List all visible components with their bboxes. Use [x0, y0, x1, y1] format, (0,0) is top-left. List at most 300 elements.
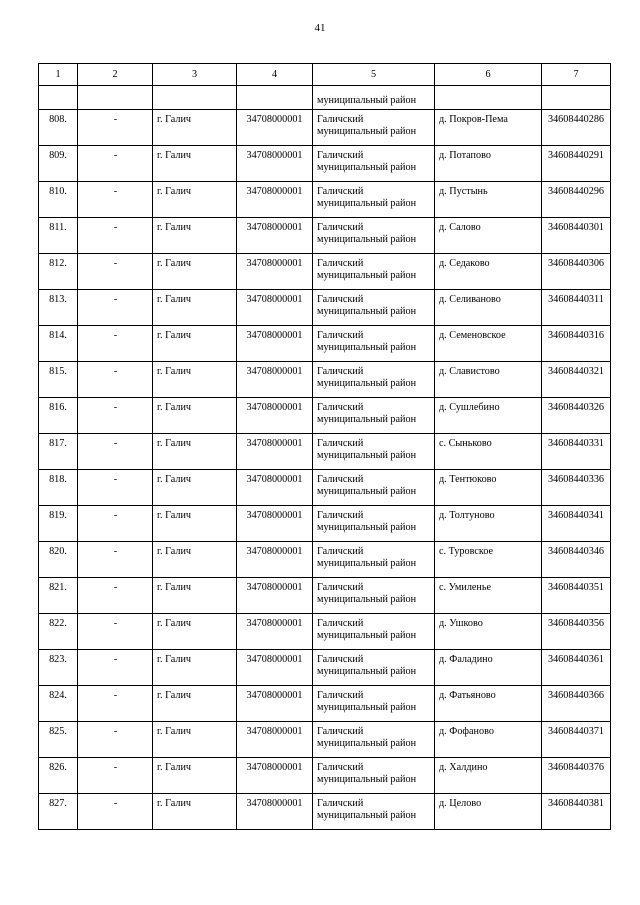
district-name-line1: Галичский — [317, 222, 364, 233]
row-number: 823. — [49, 654, 67, 665]
city-name: г. Галич — [157, 726, 192, 737]
row-number-cell — [39, 110, 78, 146]
code-cell — [237, 434, 313, 470]
district-cell — [313, 578, 435, 614]
oktmo-code: 34608440351 — [547, 582, 605, 593]
col2-cell — [78, 110, 153, 146]
oktmo-code: 34608440326 — [547, 402, 605, 413]
col2-cell — [78, 146, 153, 182]
place-cell — [435, 290, 542, 326]
city-code: 34708000001 — [246, 186, 303, 197]
oktmo-cell — [542, 434, 611, 470]
district-name-line1: Галичский — [317, 366, 364, 377]
district-name-line2: муниципальный район — [317, 126, 417, 137]
table-row — [39, 146, 611, 182]
col2-value: - — [113, 582, 118, 593]
place-name: д. Халдино — [439, 762, 488, 773]
table-cell — [153, 86, 237, 110]
oktmo-code: 34608440321 — [547, 366, 605, 377]
row-number: 812. — [49, 258, 67, 269]
column-header: 3 — [153, 64, 237, 86]
district-name-line1: Галичский — [317, 582, 364, 593]
col2-cell — [78, 218, 153, 254]
table-header — [39, 64, 611, 86]
district-cell — [313, 110, 435, 146]
code-cell — [237, 470, 313, 506]
row-number: 820. — [49, 546, 67, 557]
city-name: г. Галич — [157, 438, 192, 449]
continuation-row — [39, 86, 611, 110]
oktmo-cell — [542, 470, 611, 506]
district-cell — [313, 434, 435, 470]
city-code: 34708000001 — [246, 582, 303, 593]
col2-value: - — [113, 510, 118, 521]
city-code: 34708000001 — [246, 726, 303, 737]
city-code: 34708000001 — [246, 402, 303, 413]
row-number: 814. — [49, 330, 67, 341]
row-number-cell — [39, 218, 78, 254]
district-name-line1: Галичский — [317, 150, 364, 161]
table-row — [39, 506, 611, 542]
row-number-cell — [39, 290, 78, 326]
oktmo-cell — [542, 650, 611, 686]
code-cell — [237, 758, 313, 794]
district-name-line2: муниципальный район — [317, 198, 417, 209]
city-name: г. Галич — [157, 402, 192, 413]
city-code: 34708000001 — [246, 618, 303, 629]
oktmo-code: 34608440316 — [547, 330, 605, 341]
col2-value: - — [113, 330, 118, 341]
district-name-line2: муниципальный район — [317, 522, 417, 533]
row-number-cell — [39, 542, 78, 578]
table-row — [39, 650, 611, 686]
district-name-line2: муниципальный район — [317, 738, 417, 749]
col2-value: - — [113, 150, 118, 161]
row-number: 815. — [49, 366, 67, 377]
oktmo-code: 34608440296 — [547, 186, 605, 197]
row-number-cell — [39, 362, 78, 398]
oktmo-code: 34608440336 — [547, 474, 605, 485]
place-cell — [435, 686, 542, 722]
district-name-line1: Галичский — [317, 258, 364, 269]
col2-value: - — [113, 366, 118, 377]
district-name-line2: муниципальный район — [317, 666, 417, 677]
row-number-cell — [39, 506, 78, 542]
table-row — [39, 686, 611, 722]
city-cell — [153, 146, 237, 182]
table-row — [39, 290, 611, 326]
row-number: 819. — [49, 510, 67, 521]
table-row — [39, 434, 611, 470]
page-number: 41 — [314, 22, 326, 34]
oktmo-cell — [542, 254, 611, 290]
place-cell — [435, 326, 542, 362]
city-name: г. Галич — [157, 618, 192, 629]
col2-cell — [78, 182, 153, 218]
code-cell — [237, 794, 313, 830]
city-name: г. Галич — [157, 510, 192, 521]
city-cell — [153, 722, 237, 758]
city-name: г. Галич — [157, 798, 192, 809]
header-row — [39, 64, 611, 86]
district-name-line1: Галичский — [317, 114, 364, 125]
place-name: д. Толтуново — [439, 510, 495, 521]
district-cell — [313, 290, 435, 326]
code-cell — [237, 506, 313, 542]
district-name-line1: Галичский — [317, 654, 364, 665]
continuation-district: муниципальный район — [313, 86, 435, 110]
col2-value: - — [113, 546, 118, 557]
district-cell — [313, 614, 435, 650]
col2-value: - — [113, 402, 118, 413]
row-number: 816. — [49, 402, 67, 413]
row-number-cell — [39, 398, 78, 434]
col2-cell — [78, 614, 153, 650]
place-name: д. Славистово — [439, 366, 500, 377]
place-name: с. Умиленье — [439, 582, 492, 593]
row-number: 822. — [49, 618, 67, 629]
city-cell — [153, 758, 237, 794]
col2-cell — [78, 650, 153, 686]
district-name-line2: муниципальный район — [317, 774, 417, 785]
district-cell — [313, 470, 435, 506]
row-number: 809. — [49, 150, 67, 161]
col2-cell — [78, 470, 153, 506]
table-row — [39, 182, 611, 218]
place-cell — [435, 722, 542, 758]
oktmo-code: 34608440361 — [547, 654, 605, 665]
table-row — [39, 254, 611, 290]
city-name: г. Галич — [157, 222, 192, 233]
city-code: 34708000001 — [246, 654, 303, 665]
district-name-line1: Галичский — [317, 330, 364, 341]
row-number-cell — [39, 434, 78, 470]
row-number-cell — [39, 722, 78, 758]
place-name: д. Сушлебино — [439, 402, 500, 413]
column-header: 5 — [313, 64, 435, 86]
table-row — [39, 362, 611, 398]
place-name: с. Туровское — [439, 546, 494, 557]
table-row — [39, 758, 611, 794]
place-name: д. Потапово — [439, 150, 491, 161]
place-name: д. Тентюково — [439, 474, 497, 485]
col2-value: - — [113, 294, 118, 305]
code-cell — [237, 182, 313, 218]
row-number: 811. — [49, 222, 67, 233]
place-name: д. Покров-Пема — [439, 114, 508, 125]
code-cell — [237, 290, 313, 326]
city-name: г. Галич — [157, 330, 192, 341]
place-cell — [435, 758, 542, 794]
place-cell — [435, 794, 542, 830]
place-cell — [435, 578, 542, 614]
district-name-line2: муниципальный район — [317, 702, 417, 713]
table-row — [39, 218, 611, 254]
column-header: 6 — [435, 64, 542, 86]
oktmo-code: 34608440366 — [547, 690, 605, 701]
place-cell — [435, 218, 542, 254]
table-row — [39, 542, 611, 578]
city-name: г. Галич — [157, 186, 192, 197]
place-cell — [435, 614, 542, 650]
city-code: 34708000001 — [246, 330, 303, 341]
table-row — [39, 794, 611, 830]
oktmo-code: 34608440371 — [547, 726, 605, 737]
row-number: 817. — [49, 438, 67, 449]
col2-cell — [78, 686, 153, 722]
oktmo-cell — [542, 542, 611, 578]
district-name-line2: муниципальный район — [317, 414, 417, 425]
oktmo-cell — [542, 506, 611, 542]
col2-value: - — [113, 690, 118, 701]
district-name-line1: Галичский — [317, 186, 364, 197]
oktmo-cell — [542, 146, 611, 182]
oktmo-code: 34608440331 — [547, 438, 605, 449]
place-name: д. Седаково — [439, 258, 490, 269]
city-cell — [153, 614, 237, 650]
city-code: 34708000001 — [246, 690, 303, 701]
col2-cell — [78, 398, 153, 434]
district-cell — [313, 686, 435, 722]
district-name-line1: Галичский — [317, 726, 364, 737]
oktmo-code: 34608440291 — [547, 150, 605, 161]
oktmo-cell — [542, 578, 611, 614]
district-name-line2: муниципальный район — [317, 378, 417, 389]
place-name: д. Фатьяново — [439, 690, 496, 701]
district-name-line1: Галичский — [317, 546, 364, 557]
table-cell — [39, 86, 78, 110]
row-number-cell — [39, 254, 78, 290]
code-cell — [237, 110, 313, 146]
district-name-line2: муниципальный район — [317, 342, 417, 353]
oktmo-cell — [542, 614, 611, 650]
col2-value: - — [113, 654, 118, 665]
place-name: д. Пустынь — [439, 186, 488, 197]
col2-cell — [78, 578, 153, 614]
col2-value: - — [113, 618, 118, 629]
city-code: 34708000001 — [246, 294, 303, 305]
oktmo-cell — [542, 182, 611, 218]
city-cell — [153, 434, 237, 470]
district-cell — [313, 218, 435, 254]
district-cell — [313, 722, 435, 758]
row-number-cell — [39, 758, 78, 794]
col2-value: - — [113, 474, 118, 485]
place-name: д. Целово — [439, 798, 482, 809]
code-cell — [237, 398, 313, 434]
oktmo-code: 34608440286 — [547, 114, 605, 125]
col2-cell — [78, 722, 153, 758]
row-number-cell — [39, 182, 78, 218]
district-cell — [313, 506, 435, 542]
city-name: г. Галич — [157, 150, 192, 161]
city-name: г. Галич — [157, 654, 192, 665]
row-number: 810. — [49, 186, 67, 197]
table-row — [39, 398, 611, 434]
oktmo-code: 34608440356 — [547, 618, 605, 629]
row-number: 818. — [49, 474, 67, 485]
col2-value: - — [113, 762, 118, 773]
col2-value: - — [113, 114, 118, 125]
code-cell — [237, 146, 313, 182]
row-number: 827. — [49, 798, 67, 809]
city-name: г. Галич — [157, 258, 192, 269]
oktmo-code: 34608440301 — [547, 222, 605, 233]
col2-cell — [78, 362, 153, 398]
district-name-line2: муниципальный район — [317, 558, 417, 569]
city-cell — [153, 254, 237, 290]
col2-value: - — [113, 186, 118, 197]
table-cell — [542, 86, 611, 110]
place-cell — [435, 110, 542, 146]
column-header: 1 — [39, 64, 78, 86]
column-header: 4 — [237, 64, 313, 86]
col2-cell — [78, 254, 153, 290]
city-cell — [153, 506, 237, 542]
oktmo-cell — [542, 110, 611, 146]
city-cell — [153, 686, 237, 722]
code-cell — [237, 218, 313, 254]
city-cell — [153, 218, 237, 254]
district-name-line1: Галичский — [317, 474, 364, 485]
code-cell — [237, 722, 313, 758]
place-cell — [435, 362, 542, 398]
district-name-line1: Галичский — [317, 510, 364, 521]
row-number-cell — [39, 326, 78, 362]
place-cell — [435, 182, 542, 218]
code-cell — [237, 254, 313, 290]
table-cell — [435, 86, 542, 110]
city-cell — [153, 182, 237, 218]
place-cell — [435, 254, 542, 290]
city-cell — [153, 110, 237, 146]
place-name: д. Салово — [439, 222, 481, 233]
col2-value: - — [113, 222, 118, 233]
row-number: 825. — [49, 726, 67, 737]
place-name: д. Ушково — [439, 618, 483, 629]
oktmo-cell — [542, 218, 611, 254]
oktmo-cell — [542, 794, 611, 830]
col2-value: - — [113, 726, 118, 737]
row-number-cell — [39, 578, 78, 614]
table-row — [39, 110, 611, 146]
district-name-line2: муниципальный район — [317, 450, 417, 461]
city-cell — [153, 578, 237, 614]
table-row — [39, 470, 611, 506]
code-cell — [237, 362, 313, 398]
district-name-line2: муниципальный район — [317, 486, 417, 497]
table-cell — [237, 86, 313, 110]
table-row — [39, 614, 611, 650]
city-cell — [153, 542, 237, 578]
row-number: 826. — [49, 762, 67, 773]
oktmo-code: 34608440346 — [547, 546, 605, 557]
row-number-cell — [39, 470, 78, 506]
district-name-line1: Галичский — [317, 762, 364, 773]
district-cell — [313, 542, 435, 578]
row-number: 813. — [49, 294, 67, 305]
city-name: г. Галич — [157, 582, 192, 593]
district-cell — [313, 146, 435, 182]
place-name: д. Селиваново — [439, 294, 501, 305]
city-name: г. Галич — [157, 366, 192, 377]
district-name-line2: муниципальный район — [317, 234, 417, 245]
code-cell — [237, 542, 313, 578]
district-cell — [313, 794, 435, 830]
city-code: 34708000001 — [246, 150, 303, 161]
col2-cell — [78, 542, 153, 578]
district-cell — [313, 758, 435, 794]
district-name-line1: Галичский — [317, 798, 364, 809]
district-cell — [313, 398, 435, 434]
col2-cell — [78, 326, 153, 362]
code-cell — [237, 686, 313, 722]
district-cell — [313, 182, 435, 218]
city-code: 34708000001 — [246, 258, 303, 269]
city-name: г. Галич — [157, 114, 192, 125]
col2-cell — [78, 758, 153, 794]
code-cell — [237, 614, 313, 650]
district-name-line2: муниципальный район — [317, 630, 417, 641]
district-name-line1: Галичский — [317, 294, 364, 305]
place-cell — [435, 398, 542, 434]
place-cell — [435, 470, 542, 506]
place-name: с. Сыньково — [439, 438, 492, 449]
table-body — [39, 86, 611, 830]
district-cell — [313, 650, 435, 686]
district-name-line2: муниципальный район — [317, 810, 417, 821]
district-cell — [313, 362, 435, 398]
code-cell — [237, 578, 313, 614]
city-code: 34708000001 — [246, 546, 303, 557]
city-code: 34708000001 — [246, 762, 303, 773]
district-name-line1: Галичский — [317, 618, 364, 629]
col2-cell — [78, 290, 153, 326]
row-number: 821. — [49, 582, 67, 593]
city-code: 34708000001 — [246, 366, 303, 377]
column-header: 7 — [542, 64, 611, 86]
district-name-line1: Галичский — [317, 402, 364, 413]
oktmo-code: 34608440341 — [547, 510, 605, 521]
district-name-line2: муниципальный район — [317, 162, 417, 173]
col2-cell — [78, 434, 153, 470]
table-cell — [78, 86, 153, 110]
city-cell — [153, 398, 237, 434]
oktmo-cell — [542, 326, 611, 362]
col2-cell — [78, 506, 153, 542]
code-cell — [237, 326, 313, 362]
city-name: г. Галич — [157, 294, 192, 305]
row-number-cell — [39, 794, 78, 830]
row-number: 808. — [49, 114, 67, 125]
oktmo-cell — [542, 362, 611, 398]
city-name: г. Галич — [157, 546, 192, 557]
column-header: 2 — [78, 64, 153, 86]
oktmo-code: 34608440376 — [547, 762, 605, 773]
place-cell — [435, 650, 542, 686]
settlements-table — [38, 63, 611, 830]
col2-cell — [78, 794, 153, 830]
district-cell — [313, 326, 435, 362]
city-cell — [153, 326, 237, 362]
code-cell — [237, 650, 313, 686]
city-name: г. Галич — [157, 474, 192, 485]
district-name-line2: муниципальный район — [317, 306, 417, 317]
oktmo-code: 34608440306 — [547, 258, 605, 269]
city-cell — [153, 362, 237, 398]
city-name: г. Галич — [157, 690, 192, 701]
place-name: д. Фаладино — [439, 654, 493, 665]
